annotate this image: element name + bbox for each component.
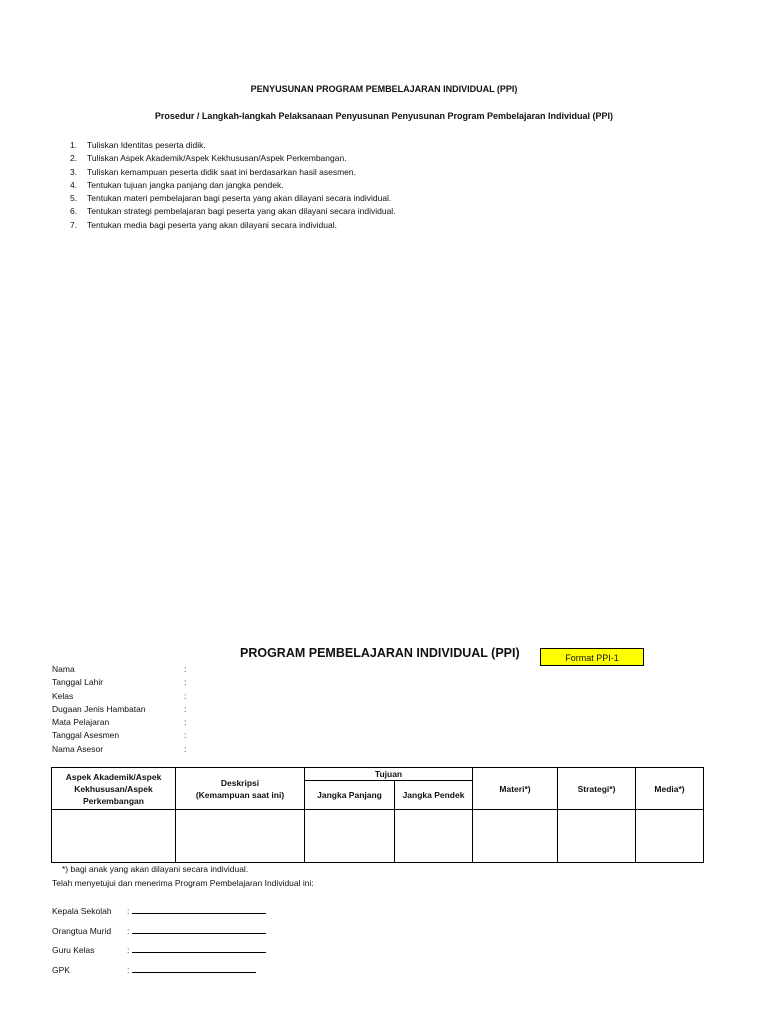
ppi-form-title: PROGRAM PEMBELAJARAN INDIVIDUAL (PPI) [240,646,520,660]
header-deskripsi: Deskripsi (Kemampuan saat ini) [176,768,305,810]
identity-row-hambatan: Dugaan Jenis Hambatan : [52,703,187,714]
list-item: 2. Tuliskan Aspek Akademik/Aspek Kekhususan/Aspek Perkembangan. [70,153,347,164]
approval-statement: Telah menyetujui dan menerima Program Pembelajaran Individual ini: [52,878,314,888]
cell-materi[interactable] [473,810,558,863]
identity-row-nama-asesor: Nama Asesor : [52,743,187,754]
cell-jangka-pendek[interactable] [395,810,473,863]
signature-kepala-sekolah: Kepala Sekolah : [52,904,266,924]
identity-fields [52,663,186,756]
signature-block [52,904,266,982]
header-jangka-pendek: Jangka Pendek [395,781,473,810]
signature-guru-kelas: Guru Kelas : [52,943,266,963]
signature-line[interactable] [132,943,266,953]
header-media: Media*) [636,768,704,810]
cell-aspek[interactable] [52,810,176,863]
signature-line[interactable] [132,924,266,934]
header-aspek: Aspek Akademik/Aspek Kekhususan/Aspek Perkembangan [52,768,176,810]
ppi-table [51,767,704,863]
list-item: 4. Tentukan tujuan jangka panjang dan jangka pendek. [70,179,284,190]
identity-row-tanggal-asesmen: Tanggal Asesmen : [52,730,187,741]
list-item: 6. Tentukan strategi pembelajaran bagi peserta yang akan dilayani secara individual. [70,206,396,217]
signature-orangtua-murid: Orangtua Murid : [52,924,266,944]
cell-deskripsi[interactable] [176,810,305,863]
cell-jangka-panjang[interactable] [305,810,395,863]
list-item: 5. Tentukan materi pembelajaran bagi peserta yang akan dilayani secara individual. [70,193,392,204]
signature-line[interactable] [132,904,266,914]
identity-row-tanggal-lahir: Tanggal Lahir : [52,677,187,688]
procedure-steps-list [70,139,396,232]
header-materi: Materi*) [473,768,558,810]
header-strategi: Strategi*) [558,768,636,810]
format-badge: Format PPI-1 [540,648,644,666]
list-item: 1. Tuliskan Identitas peserta didik. [70,140,206,150]
cell-strategi[interactable] [558,810,636,863]
footnote: *) bagi anak yang akan dilayani secara individual. [62,864,249,874]
cell-media[interactable] [636,810,704,863]
procedure-subtitle: Prosedur / Langkah-langkah Pelaksanaan Penyusunan Penyusunan Program Pembelajaran Individual (PPI) [154,111,614,121]
identity-row-mata-pelajaran: Mata Pelajaran : [52,717,187,728]
table-row [52,810,704,863]
list-item: 3. Tuliskan kemampuan peserta didik saat ini berdasarkan hasil asesmen. [70,166,356,177]
document-title: PENYUSUNAN PROGRAM PEMBELAJARAN INDIVIDUAL (PPI) [250,84,518,94]
header-jangka-panjang: Jangka Panjang [305,781,395,810]
identity-row-kelas: Kelas : [52,690,187,701]
signature-gpk: GPK : [52,963,266,983]
identity-row-nama: Nama : [52,664,187,674]
list-item: 7. Tentukan media bagi peserta yang akan dilayani secara individual. [70,219,337,230]
header-tujuan: Tujuan [305,768,473,781]
signature-line[interactable] [132,963,256,973]
